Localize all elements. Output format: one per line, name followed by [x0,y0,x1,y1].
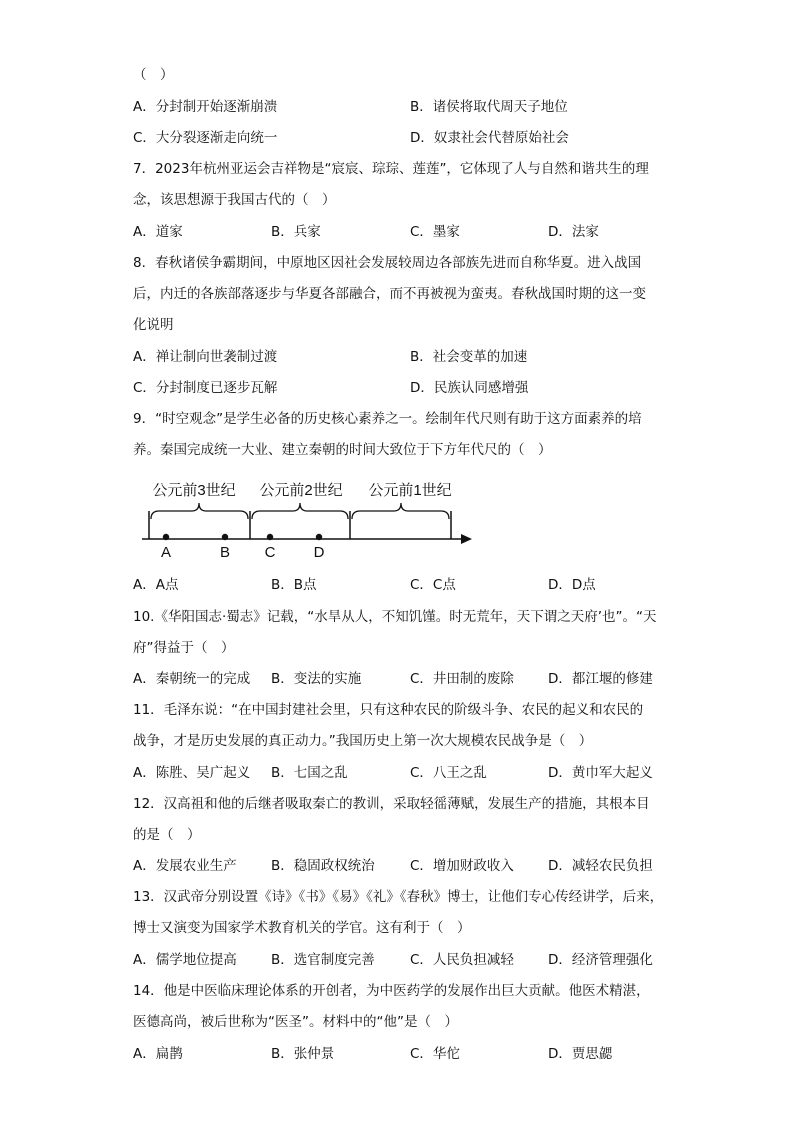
q14-stem-line-2: 医德高尚，被后世称为“医圣”。材料中的“他”是（ ） [133,1014,458,1030]
q14-option-d: D．贾思勰 [548,1046,613,1062]
q11-stem-line-2: 战争，才是历史发展的真正动力。”我国历史上第一次大规模农民战争是（ ） [133,733,593,749]
century-brace [151,503,248,519]
timeline-diagram [138,478,478,562]
timeline-point-b [222,534,228,540]
q11-option-b: B．七国之乱 [271,765,348,781]
q12-stem-line-1: 12．汉高祖和他的后继者吸取秦亡的教训，采取轻徭薄赋，发展生产的措施，其根本目 [133,796,650,812]
timeline-point-c [267,534,273,540]
q10-option-b: B．变法的实施 [271,671,362,687]
q10-option-c: C．井田制的废除 [410,671,514,687]
q12-option-b: B．稳固政权统治 [271,858,375,874]
q8-stem-line-3: 化说明 [133,317,174,333]
q6-answer-paren: （ ） [133,67,174,83]
century-label-2: 公元前2世纪 [259,482,343,499]
q6-option-b: B．诸侯将取代周天子地位 [410,99,568,115]
timeline-point-d [316,534,322,540]
q12-option-c: C．增加财政收入 [410,858,514,874]
timeline-point-label-c: C [264,544,276,561]
q8-option-b: B．社会变革的加速 [410,349,528,365]
q14-option-c: C．华佗 [410,1046,460,1062]
q12-stem-line-2: 的是（ ） [133,827,201,843]
century-brace [252,503,348,519]
q14-stem-line-1: 14．他是中医临床理论体系的开创者，为中医药学的发展作出巨大贡献。他医术精湛， [133,983,650,999]
q10-option-d: D．都江堰的修建 [548,671,653,687]
q14-option-a: A．扁鹊 [133,1046,183,1062]
q7-option-d: D．法家 [548,224,599,240]
century-label-1: 公元前1世纪 [368,482,452,499]
timeline-point-a [163,534,169,540]
q8-option-d: D．民族认同感增强 [410,380,529,396]
q7-stem-line-2: 念，该思想源于我国古代的（ ） [133,192,336,208]
q7-stem-line-1: 7．2023年杭州亚运会吉祥物是“宸宸、琮琮、莲莲”，它体现了人与自然和谐共生的理 [133,161,649,177]
q12-option-a: A．发展农业生产 [133,858,237,874]
q13-stem-line-1: 13．汉武帝分别设置《诗》《书》《易》《礼》《春秋》博士，让他们专心传经讲学，后来， [133,889,664,905]
q12-option-d: D．减轻农民负担 [548,858,653,874]
q8-stem-line-1: 8．春秋诸侯争霸期间，中原地区因社会发展较周边各部族先进而自称华夏。进入战国 [133,255,642,271]
q9-option-d: D．D点 [548,577,596,593]
q7-option-c: C．墨家 [410,224,460,240]
q9-stem-line-1: 9．“时空观念”是学生必备的历史核心素养之一。绘制年代尺则有助于这方面素养的培 [133,411,642,427]
q10-stem-line-2: 府”得益于（ ） [133,640,235,656]
timeline-point-label-b: B [219,544,231,561]
q13-option-c: C．人民负担减轻 [410,952,514,968]
q11-option-a: A．陈胜、吴广起义 [133,765,251,781]
century-brace [352,503,449,519]
q6-option-d: D．奴隶社会代替原始社会 [410,130,569,146]
q14-option-b: B．张仲景 [271,1046,335,1062]
q11-option-c: C．八王之乱 [410,765,487,781]
century-label-3: 公元前3世纪 [152,482,236,499]
q7-option-b: B．兵家 [271,224,321,240]
q8-stem-line-2: 后，内迁的各族部落逐步与华夏各部融合，而不再被视为蛮夷。春秋战国时期的这一变 [133,286,646,302]
q9-option-c: C．C点 [410,577,456,593]
q13-option-d: D．经济管理强化 [548,952,653,968]
q11-option-d: D．黄巾军大起义 [548,765,653,781]
q6-option-c: C．大分裂逐渐走向统一 [133,130,278,146]
q6-option-a: A．分封制开始逐渐崩溃 [133,99,278,115]
q13-option-a: A．儒学地位提高 [133,952,237,968]
q7-option-a: A．道家 [133,224,183,240]
timeline-arrow [461,534,472,544]
q10-option-a: A．秦朝统一的完成 [133,671,251,687]
timeline-point-label-a: A [160,544,172,561]
q9-option-a: A．A点 [133,577,179,593]
q10-stem-line-1: 10.《华阳国志·蜀志》记载，“水旱从人，不知饥馑。时无荒年，天下谓之天府’也”。“天 [133,609,657,625]
q9-option-b: B．B点 [271,577,317,593]
q9-stem-line-2: 养。秦国完成统一大业、建立秦朝的时间大致位于下方年代尺的（ ） [133,442,552,458]
q11-stem-line-1: 11．毛泽东说：“在中国封建社会里，只有这种农民的阶级斗争、农民的起义和农民的 [133,702,644,718]
q8-option-a: A．禅让制向世袭制过渡 [133,349,278,365]
q13-stem-line-2: 博士又演变为国家学术教育机关的学官。这有利于（ ） [133,920,471,936]
timeline-point-label-d: D [313,544,325,561]
q13-option-b: B．选官制度完善 [271,952,375,968]
q8-option-c: C．分封制度已逐步瓦解 [133,380,278,396]
